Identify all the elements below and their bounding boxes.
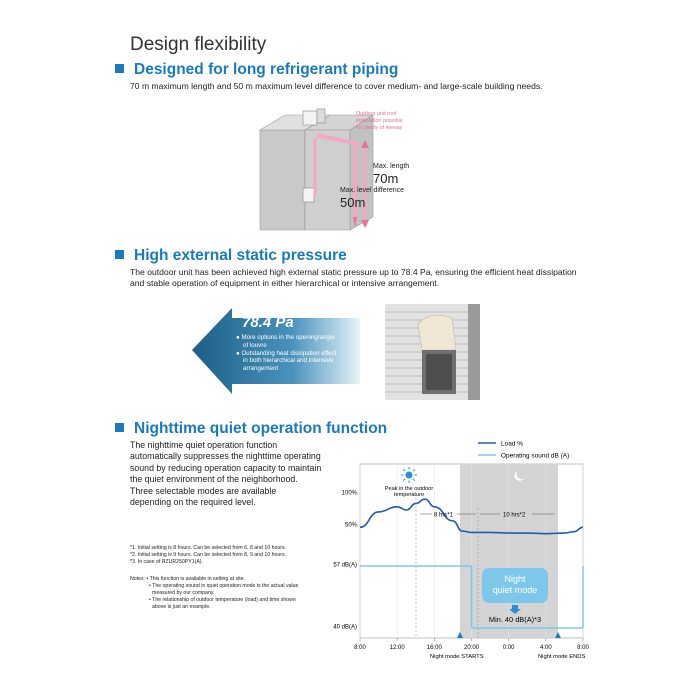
legend-sound-label: Operating sound dB (A): [501, 452, 570, 460]
peak-label-2: temperature: [393, 492, 425, 498]
pressure-value: 78.4 Pa: [242, 314, 294, 331]
x-tick-label: 0:00: [502, 645, 515, 651]
span2-label: 10 hrs*2: [503, 512, 526, 519]
building-piping-diagram: [255, 105, 435, 240]
bullet-square-icon: [115, 64, 124, 73]
x-tick-label: 16:00: [426, 645, 442, 651]
section-title-piping: [115, 61, 398, 79]
span1-label: 8 hrs*1: [434, 512, 454, 519]
ytick-sound-40: 40 dB(A): [333, 624, 357, 631]
roof-note: Outdoor unit roof installation possible for plenty of leeway: [356, 111, 403, 131]
section-text-pressure: The outdoor unit has been achieved high external static pressure up to 78.4 Pa, ensuring the efficient heat dissipation and stable operation of equipment in either hierarchical or intensive arrangement.: [130, 267, 577, 289]
level-diff-value: 50m: [340, 195, 366, 210]
bullet-square-icon: [115, 250, 124, 259]
night-shade: [460, 464, 558, 638]
pressure-bullets: ● More options in the opening/angle of louvre ● Outstanding heat dissipation effect in both hierarchical and intensive arrangement: [236, 334, 337, 373]
legend-load-label: Load %: [501, 440, 524, 448]
x-tick-label: 4:00: [539, 645, 552, 651]
peak-label-1: Peak in the outdoor: [384, 486, 434, 492]
night-mode-ends-label: Night mode ENDS: [538, 654, 586, 660]
footnotes: *1. Initial setting is 8 hours. Can be selected from 6, 8 and 10 hours. *2. Initial setting is 9 hours. Can be selected from 8, 9 and 10 hours. *3. In case of RZUR250PY1(A).: [130, 545, 287, 565]
max-length-label: Max. length: [373, 163, 410, 170]
quiet-operation-chart: [330, 432, 590, 664]
max-length-value: 70m: [373, 171, 399, 186]
section-title-text: Designed for long refrigerant piping: [134, 61, 399, 78]
night-mode-label-1: Night: [504, 574, 526, 584]
bullet-square-icon: [115, 423, 124, 432]
notes: Notes: • This function is available in setting at site. • The operating sound in quiet operation mode is the actual value measured by our company. • The relationship of outdoor temperature (load) and time shown above is just an example.: [130, 576, 299, 610]
x-tick-label: 12:00: [389, 645, 405, 651]
x-ticks: [354, 638, 589, 651]
ytick-load-100: 100%: [341, 490, 357, 497]
ytick-load-50: 50%: [344, 522, 357, 529]
section-text-piping: 70 m maximum length and 50 m maximum level difference to cover medium- and large-scale building needs.: [130, 81, 543, 91]
section-text-quiet: The nighttime quiet operation function automatically suppresses the nighttime operating sound by reducing operation capacity to maintain the quiet environment of the neighborhood. Three selectable modes are available depending on the required level.: [130, 440, 322, 508]
section-title-pressure: [115, 247, 347, 265]
x-tick-label: 8:00: [354, 645, 366, 651]
night-mode-label-2: quiet mode: [492, 585, 538, 595]
x-tick-label: 8:00: [577, 645, 589, 651]
section-title-text: Nighttime quiet operation function: [134, 420, 388, 437]
page-heading: Design flexibility: [130, 34, 267, 55]
level-diff-label: Max. level difference: [340, 187, 405, 194]
min-sound-label: Min. 40 dB(A)*3: [488, 615, 542, 624]
sun-icon: [401, 467, 417, 483]
x-tick-label: 20:00: [463, 645, 480, 651]
night-mode-starts-label: Night mode STARTS: [430, 654, 484, 660]
section-title-text: High external static pressure: [134, 247, 347, 264]
ytick-sound-57: 57 dB(A): [333, 562, 357, 569]
